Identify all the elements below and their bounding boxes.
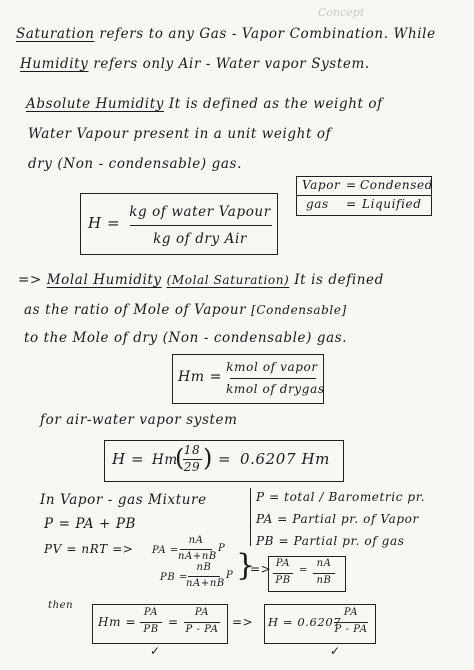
final-f1-den: PB — [143, 624, 159, 635]
final-hm-lhs: Hm = — [98, 615, 137, 629]
hm-formula-denominator: kmol of drygas — [226, 382, 325, 396]
molal-humidity-title: Molal Humidity — [46, 272, 162, 288]
absolute-humidity-title: Absolute Humidity — [26, 96, 164, 112]
pb-num: nB — [196, 562, 212, 573]
absolute-line-1 — [26, 96, 383, 112]
vapor-label: Vapor — [302, 178, 341, 192]
hm-formula-bar — [230, 378, 316, 379]
def-partial-vapor: PA = Partial pr. of Vapor — [256, 512, 419, 526]
intro-line-2 — [20, 56, 370, 72]
mixture-arrow: => — [250, 562, 272, 576]
airwater-label: for air-water vapor system — [40, 412, 238, 428]
saturation-term: Saturation — [16, 26, 95, 42]
final-f1-bar — [140, 622, 162, 623]
pb-den: nA+nB — [186, 578, 225, 589]
liquified-label: Liquified — [362, 197, 422, 211]
then-label: then — [48, 600, 74, 611]
h-formula-lhs: H = — [88, 214, 121, 232]
intro-line-1-text: refers to any Gas - Vapor Combination. While — [99, 26, 436, 42]
h-formula-numerator: kg of water Vapour — [129, 204, 271, 220]
h-formula-bar — [130, 225, 272, 226]
airwater-hm: Hm — [152, 452, 178, 468]
final-arrow: => — [232, 615, 254, 629]
condensed-label: Condensed — [360, 178, 433, 192]
faint-header-text: Concept — [318, 6, 365, 19]
final-eq: = — [168, 615, 179, 629]
airwater-num: 18 — [183, 443, 201, 457]
humidity-term: Humidity — [20, 56, 89, 72]
mixture-ptotal: P = PA + PB — [44, 516, 137, 532]
hm-formula-numerator: kmol of vapor — [226, 360, 318, 374]
gas-eq: = — [346, 197, 357, 211]
pb-lhs: PB = — [160, 572, 189, 583]
airwater-rhs: 0.6207 Hm — [240, 450, 330, 468]
ratio-right-num: nA — [316, 558, 332, 569]
airwater-den: 29 — [183, 460, 201, 474]
airwater-paren-close: ) — [203, 444, 213, 472]
vapor-gas-divider — [296, 195, 432, 196]
intro-line-1 — [16, 26, 436, 42]
final-f3-bar — [334, 622, 368, 623]
airwater-eq: = — [218, 450, 232, 468]
pb-bar — [188, 576, 220, 577]
absolute-line-2: Water Vapour present in a unit weight of — [28, 126, 332, 142]
final-f1-num: PA — [143, 607, 159, 618]
checkmark-2: ✓ — [330, 644, 341, 658]
final-f2-bar — [184, 622, 220, 623]
pa-den: nA+nB — [178, 551, 217, 562]
ratio-eq: = — [299, 565, 308, 576]
final-f3-den: P - PA — [334, 624, 368, 635]
mixture-pv: PV = nRT => — [44, 542, 134, 556]
vapor-eq: = — [346, 178, 357, 192]
final-f3-num: PA — [343, 607, 359, 618]
final-h-lhs: H = 0.6207 — [268, 615, 342, 629]
def-total-pressure: P = total / Barometric pr. — [256, 490, 426, 504]
absolute-line-3: dry (Non - condensable) gas. — [28, 156, 242, 172]
final-f2-den: P - PA — [185, 624, 219, 635]
molal-line-1 — [18, 272, 384, 288]
molal-saturation-paren: (Molal Saturation) — [166, 273, 290, 287]
pb-p: P — [226, 570, 234, 581]
molal-line-2-text: as the ratio of Mole of Vapour — [24, 302, 247, 318]
ratio-right-bar — [313, 573, 335, 574]
ratio-right-den: nB — [316, 575, 332, 586]
ratio-left-den: PB — [275, 575, 291, 586]
mixture-label: In Vapor - gas Mixture — [40, 492, 207, 508]
molal-line-3: to the Mole of dry (Non - condensable) gas. — [24, 330, 348, 346]
pa-bar — [180, 549, 212, 550]
molal-line-2 — [24, 302, 347, 318]
def-partial-gas: PB = Partial pr. of gas — [256, 534, 405, 548]
ratio-left-bar — [273, 573, 293, 574]
hm-formula-lhs: Hm = — [178, 369, 223, 385]
intro-line-2-text: refers only Air - Water vapor System. — [93, 56, 370, 72]
airwater-lhs: H = — [112, 450, 145, 468]
pa-num: nA — [188, 535, 204, 546]
pa-p: P — [218, 543, 226, 554]
absolute-line-1-text: It is defined as the weight of — [168, 96, 383, 112]
molal-line-1-text: It is defined — [294, 272, 384, 288]
final-f2-num: PA — [194, 607, 210, 618]
airwater-paren-open: ( — [175, 444, 185, 472]
gas-label: gas — [306, 197, 329, 211]
definitions-rule — [250, 488, 251, 546]
checkmark-1: ✓ — [150, 644, 161, 658]
mixture-brace: } — [236, 548, 256, 583]
ratio-left-num: PA — [275, 558, 291, 569]
molal-arrow: => — [18, 272, 42, 288]
condensable-bracket: [Condensable] — [251, 303, 347, 317]
h-formula-denominator: kg of dry Air — [153, 231, 247, 247]
pa-lhs: PA = — [152, 545, 179, 556]
